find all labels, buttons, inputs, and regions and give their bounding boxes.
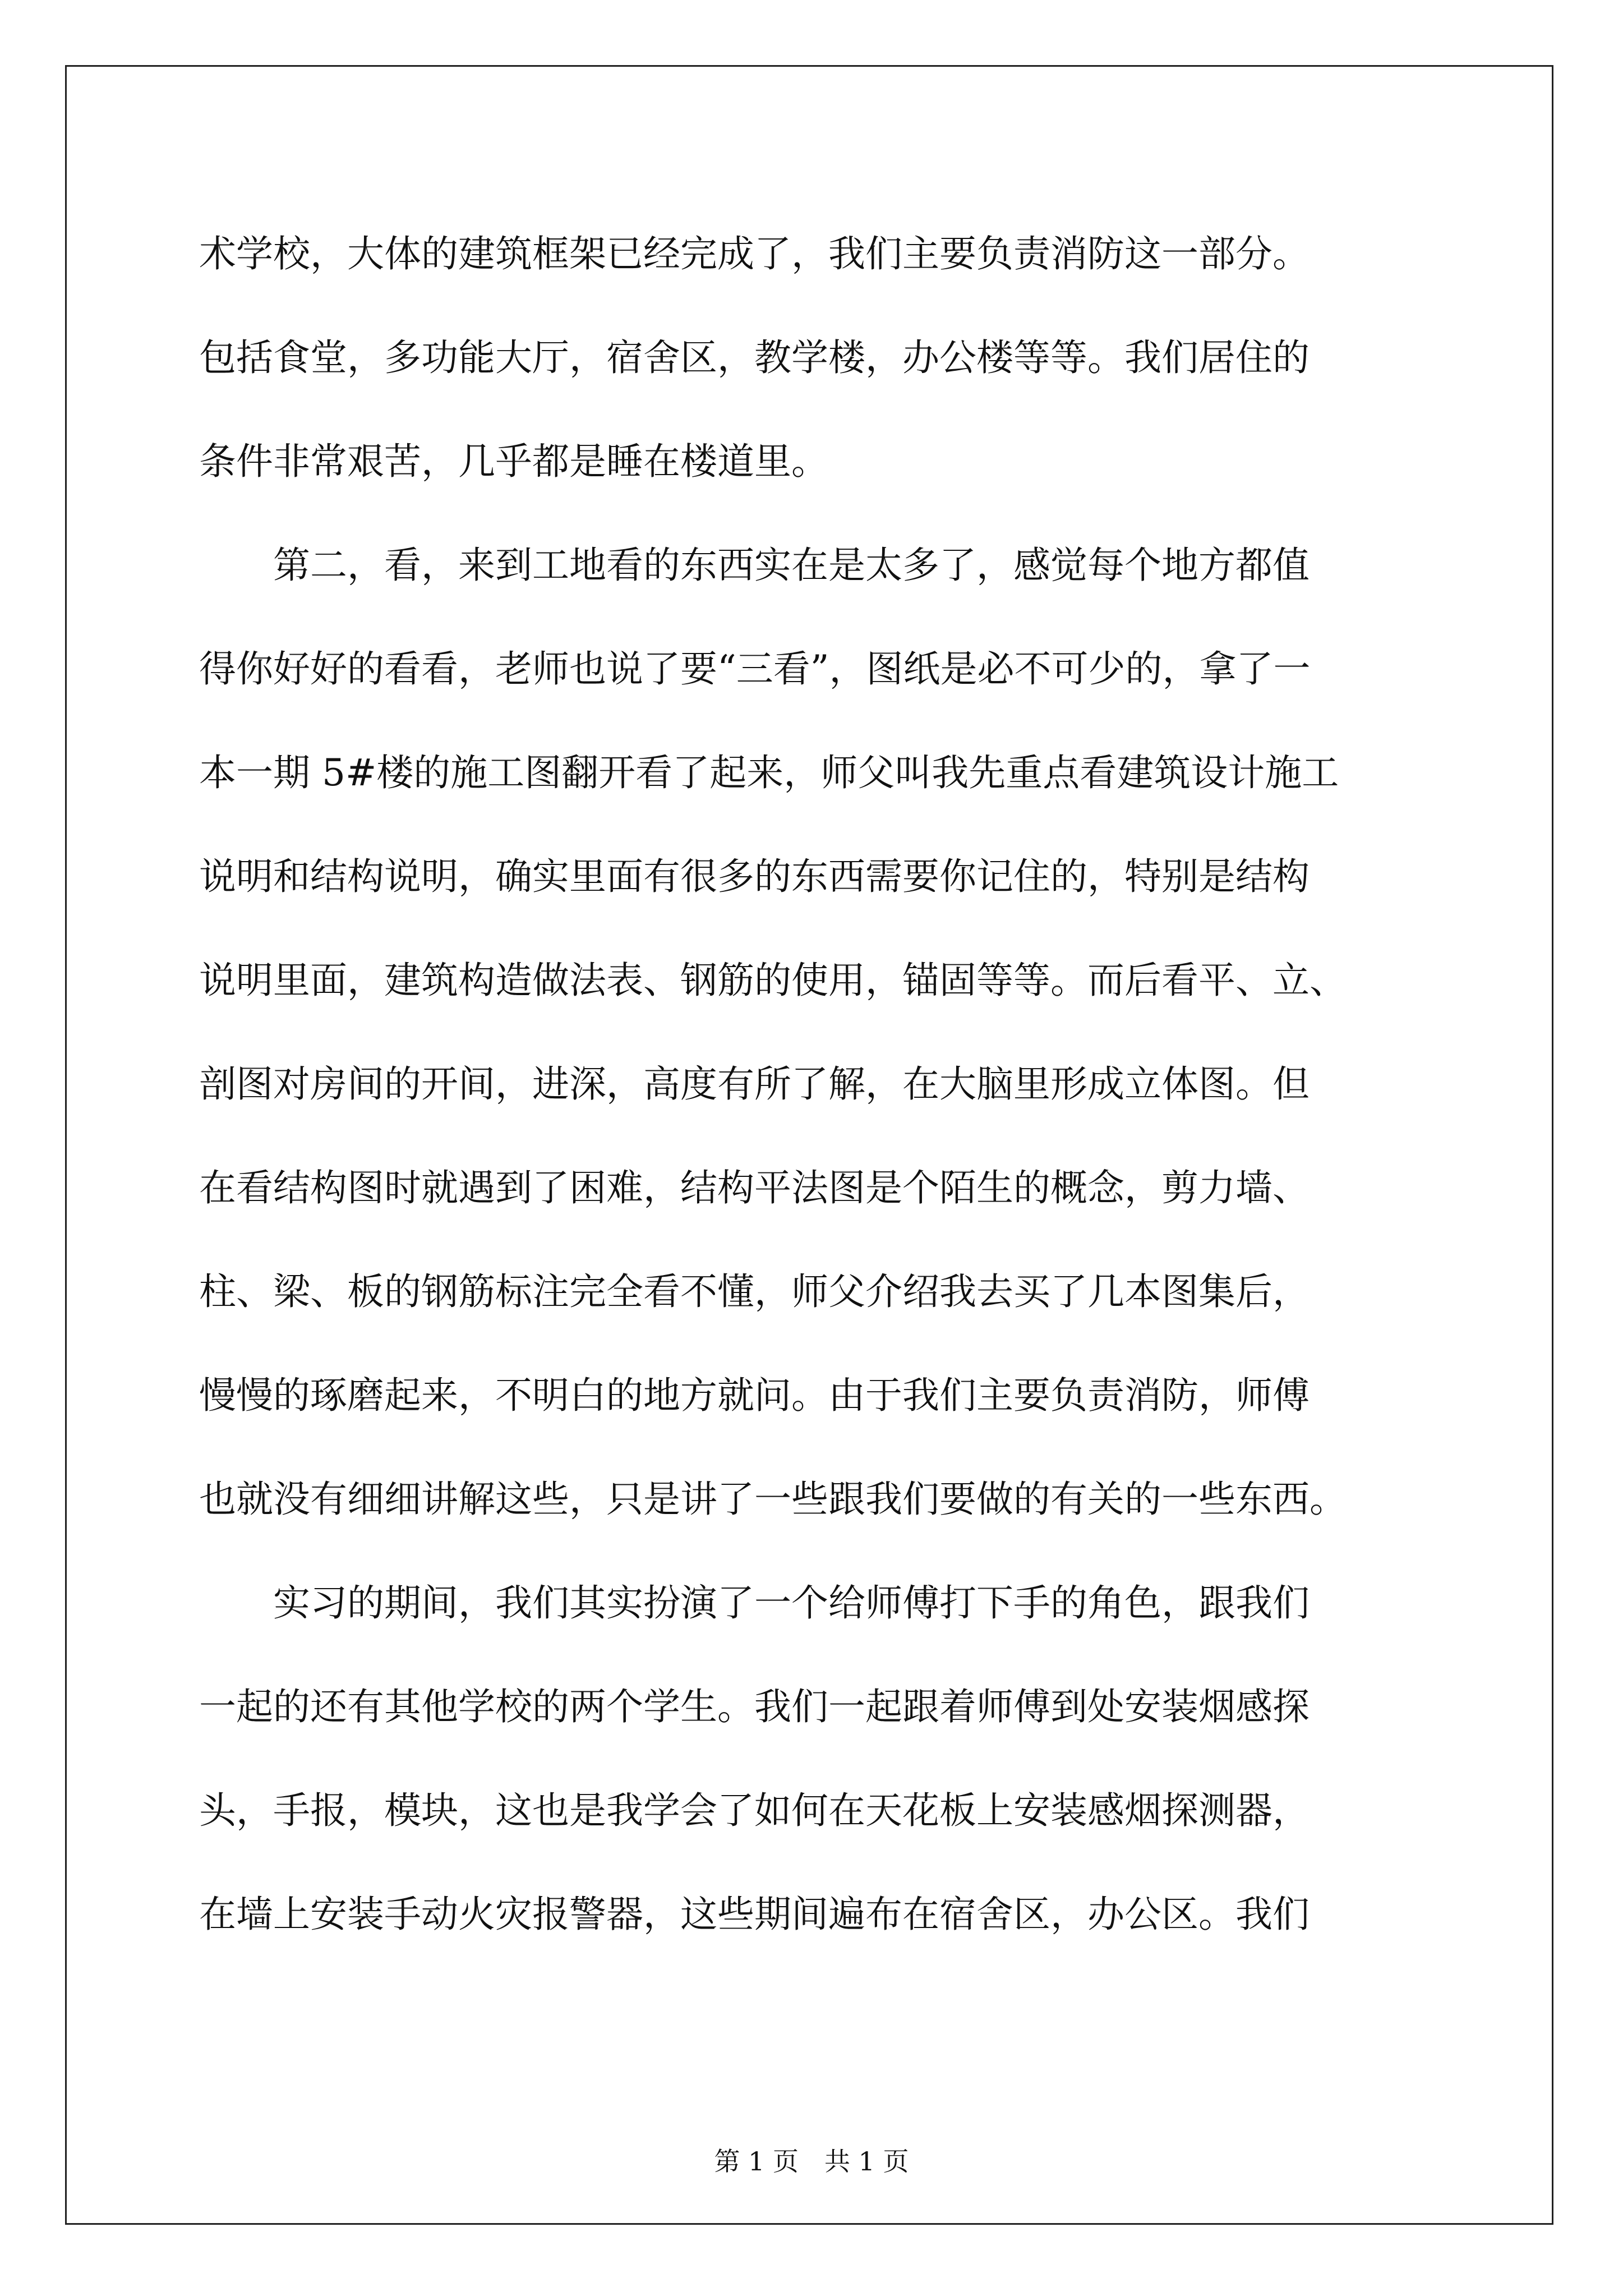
body-text-line: 得你好好的看看，老师也说了要“三看”，图纸是必不可少的，拿了一 xyxy=(199,647,1311,691)
body-text-line: 包括食堂，多功能大厅，宿舍区，教学楼，办公楼等等。我们居住的 xyxy=(199,336,1310,379)
body-text-line: 说明里面，建筑构造做法表、钢筋的使用，锚固等等。而后看平、立、 xyxy=(199,959,1347,1002)
body-text-line: 本一期 5#楼的施工图翻开看了起来，师父叫我先重点看建筑设计施工 xyxy=(199,751,1339,794)
body-text-line: 头，手报，模块，这也是我学会了如何在天花板上安装感烟探测器， xyxy=(199,1789,1310,1832)
body-text-line: 术学校，大体的建筑框架已经完成了，我们主要负责消防这一部分。 xyxy=(199,232,1310,275)
body-text-line: 剖图对房间的开间，进深，高度有所了解，在大脑里形成立体图。但 xyxy=(199,1062,1310,1106)
body-text-line: 实习的期间，我们其实扮演了一个给师傅打下手的角色，跟我们 xyxy=(199,1581,1310,1625)
body-text-line: 也就没有细细讲解这些，只是讲了一些跟我们要做的有关的一些东西。 xyxy=(199,1478,1347,1521)
body-text-line: 柱、梁、板的钢筋标注完全看不懂，师父介绍我去买了几本图集后， xyxy=(199,1270,1310,1313)
body-text-line: 在墙上安装手动火灾报警器，这些期间遍布在宿舍区，办公区。我们 xyxy=(199,1893,1310,1936)
body-text-line: 慢慢的琢磨起来，不明白的地方就问。由于我们主要负责消防，师傅 xyxy=(199,1374,1310,1417)
body-text-line: 在看结构图时就遇到了困难，结构平法图是个陌生的概念，剪力墙、 xyxy=(199,1166,1310,1209)
body-text-line: 说明和结构说明，确实里面有很多的东西需要你记住的，特别是结构 xyxy=(199,855,1310,898)
body-text-line: 第二，看，来到工地看的东西实在是太多了，感觉每个地方都值 xyxy=(199,544,1310,587)
body-text-line: 条件非常艰苦，几乎都是睡在楼道里。 xyxy=(199,440,828,483)
body-text-line: 一起的还有其他学校的两个学生。我们一起跟着师傅到处安装烟感探 xyxy=(199,1685,1310,1728)
page-number-footer: 第 1 页 共 1 页 xyxy=(714,2146,909,2177)
